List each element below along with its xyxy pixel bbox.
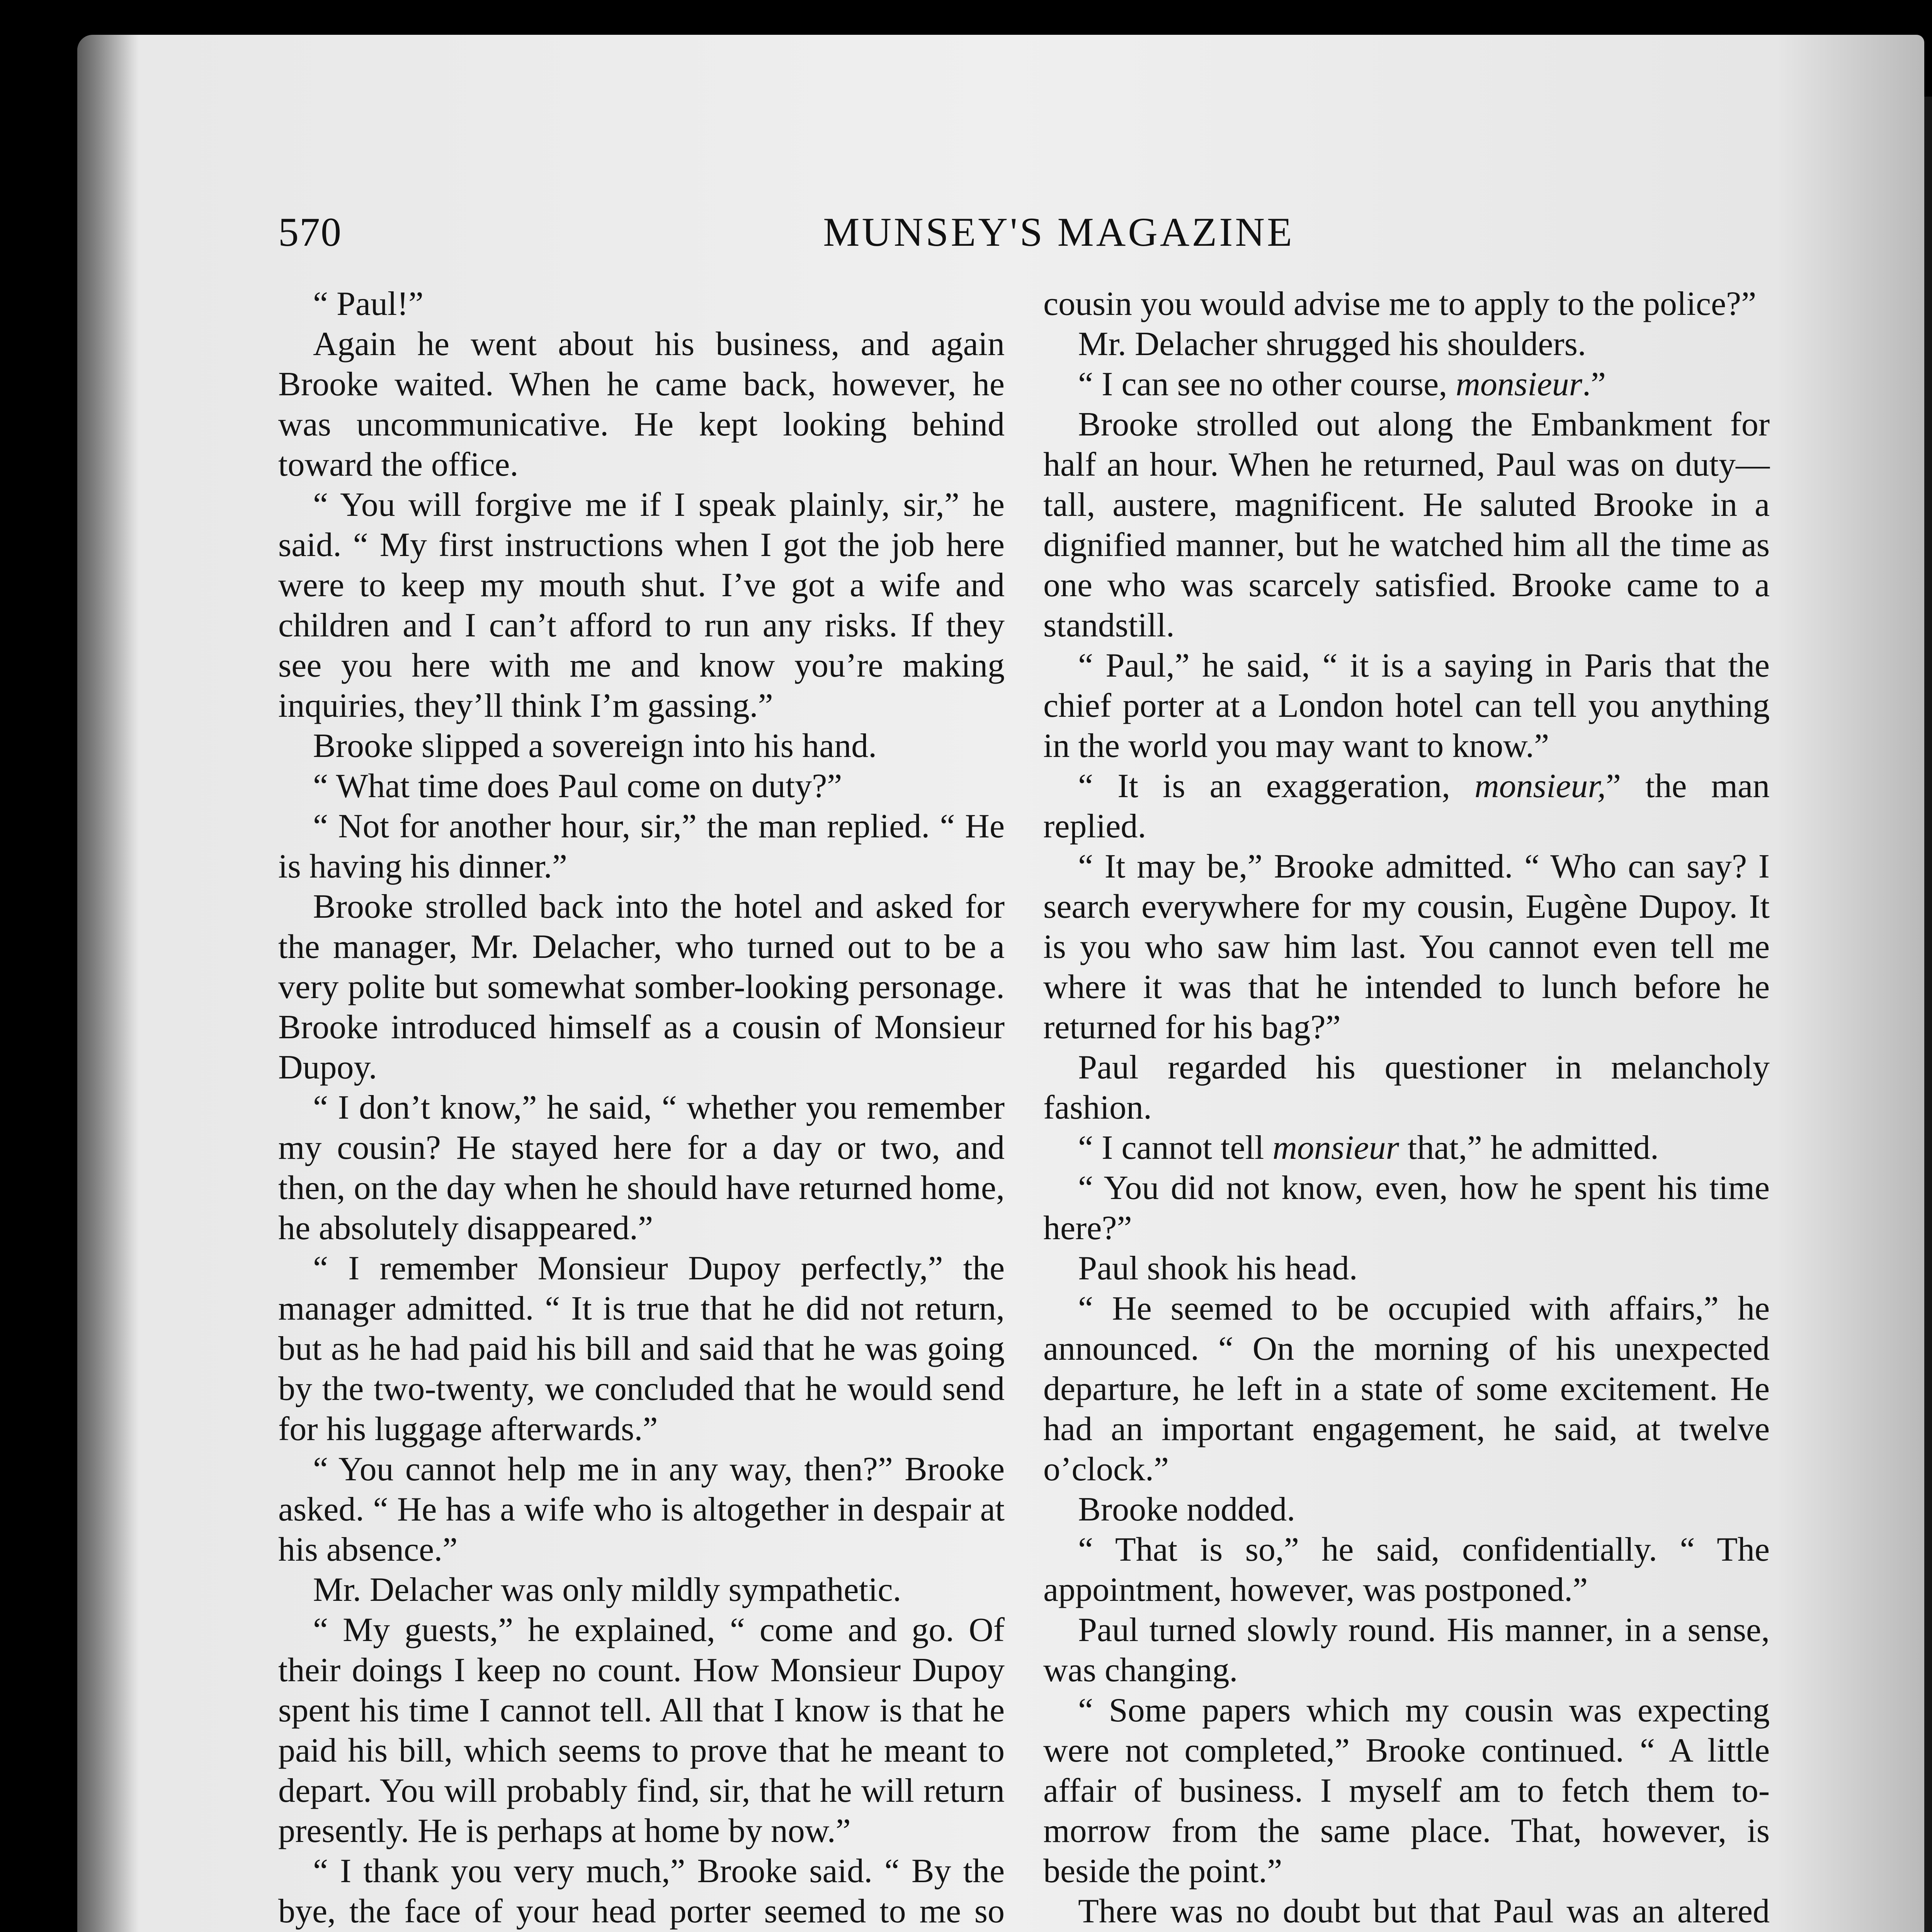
- binding-gutter-shadow: [77, 35, 139, 1932]
- page-number: 570: [278, 209, 342, 255]
- paragraph: “ I cannot tell monsieur that,” he admitted.: [1078, 1129, 1659, 1167]
- paragraph: cousin you would advise me to apply to the police?”: [1043, 285, 1757, 323]
- paragraph: There was no doubt but that Paul was an altered: [1078, 1893, 1770, 1930]
- paragraph: “ It is an exaggeration, monsieur,” the man replied.: [1043, 767, 1770, 845]
- running-title: MUNSEY'S MAGAZINE: [823, 209, 1294, 255]
- paragraph: “ Some papers which my cousin was expecting were not completed,” Brooke continued. “ A little affair of business. I myself am to fetch them to-morrow from the same place. That, however, is beside the point.”: [1043, 1692, 1770, 1890]
- paragraph: “ I can see no other course, monsieur.”: [1078, 366, 1606, 403]
- paragraph: “ You will forgive me if I speak plainly, sir,” he said. “ My first instructions when I got the job here were to keep my mouth shut. I’ve got a wife and children and I can’t afford to run any risks. If they see you here with me and know you’re making inquiries, they’ll think I’m gassing.”: [278, 486, 1005, 724]
- left-text-column: [278, 284, 1005, 1932]
- paragraph: Brooke nodded.: [1078, 1491, 1296, 1528]
- paragraph: Paul regarded his questioner in melancholy fashion.: [1043, 1049, 1770, 1126]
- paragraph: “ He seemed to be occupied with affairs,” he announced. “ On the morning of his unexpected departure, he left in a state of some excitement. He had an important engagement, he said, at twelve o’clock.”: [1043, 1290, 1770, 1488]
- paragraph: “ Not for another hour, sir,” the man replied. “ He is having his dinner.”: [278, 808, 1005, 885]
- paragraph: Brooke slipped a sovereign into his hand.: [313, 727, 877, 765]
- page-edge-shadow: [1924, 97, 1932, 1932]
- paragraph: Paul turned slowly round. His manner, in a sense, was changing.: [1043, 1611, 1770, 1689]
- paragraph: “ Paul!”: [313, 285, 423, 323]
- paragraph: Mr. Delacher shrugged his shoulders.: [1078, 325, 1586, 363]
- paragraph: Paul shook his head.: [1078, 1250, 1358, 1287]
- paragraph: “ You cannot help me in any way, then?” Brooke asked. “ He has a wife who is altogether in despair at his absence.”: [278, 1451, 1005, 1568]
- paragraph: “ You did not know, even, how he spent his time here?”: [1043, 1169, 1770, 1247]
- paragraph: “ Paul,” he said, “ it is a saying in Paris that the chief porter at a London hotel can tell you anything in the world you may want to know.”: [1043, 647, 1770, 765]
- paragraph: “ I don’t know,” he said, “ whether you remember my cousin? He stayed here for a day or two, and then, on the day when he should have returned home, he absolutely disappeared.”: [278, 1089, 1005, 1247]
- right-text-column: [1043, 284, 1770, 1932]
- paragraph: Brooke strolled back into the hotel and asked for the manager, Mr. Delacher, who turned out to be a very polite but somewhat somber-looking personage. Brooke introduced himself as a cousin of Monsieur Dupoy.: [278, 888, 1005, 1086]
- paragraph: Again he went about his business, and again Brooke waited. When he came back, however, he was uncommunicative. He kept looking behind toward the office.: [278, 325, 1005, 483]
- paragraph: “ That is so,” he said, confidentially. “ The appointment, however, was postponed.”: [1043, 1531, 1770, 1609]
- paragraph: “ My guests,” he explained, “ come and go. Of their doings I keep no count. How Monsieur Dupoy spent his time I cannot tell. All that I know is that he paid his bill, which seems to prove that he meant to depart. You will probably find, sir, that he will return presently. He is perhaps at home by now.”: [278, 1611, 1005, 1850]
- paragraph: “ What time does Paul come on duty?”: [313, 767, 842, 805]
- paragraph: “ I thank you very much,” Brooke said. “ By the bye, the face of your head porter seemed to me so: [278, 1852, 1005, 1930]
- paragraph: “ I remember Monsieur Dupoy perfectly,” the manager admitted. “ It is true that he did not return, but as he had paid his bill and said that he was going by the two-twenty, we concluded that he would send for his luggage afterwards.”: [278, 1250, 1005, 1448]
- paragraph: Mr. Delacher was only mildly sympathetic.: [313, 1571, 901, 1609]
- paragraph: “ It may be,” Brooke admitted. “ Who can say? I search everywhere for my cousin, Eugène Dupoy. It is you who saw him last. You cannot even tell me where it was that he intended to lunch before he returned for his bag?”: [1043, 848, 1770, 1046]
- page-header: [278, 209, 1839, 267]
- paragraph: Brooke strolled out along the Embankment for half an hour. When he returned, Paul was on duty—tall, austere, magnificent. He saluted Brooke in a dignified manner, but he watched him all the time as one who was scarcely satisfied. Brooke came to a standstill.: [1043, 406, 1770, 644]
